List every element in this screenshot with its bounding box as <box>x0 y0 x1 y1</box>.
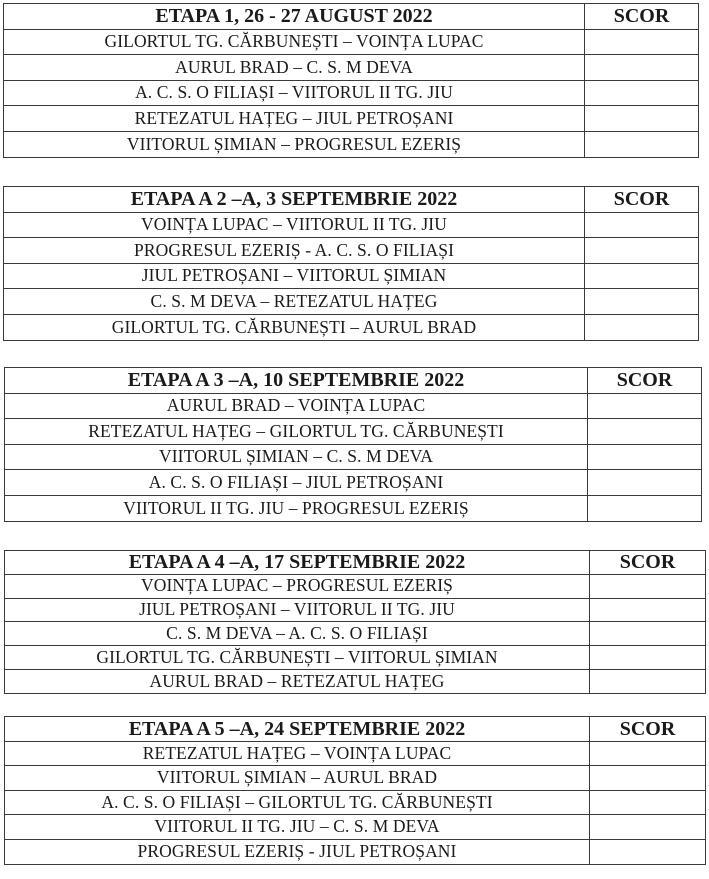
match-pairing: RETEZATUL HAȚEG – VOINȚA LUPAC <box>5 741 590 766</box>
score-cell <box>588 419 702 445</box>
round-title: ETAPA A 5 –A, 24 SEPTEMBRIE 2022 <box>5 717 590 742</box>
round-title: ETAPA 1, 26 - 27 AUGUST 2022 <box>4 4 585 30</box>
match-pairing: GILORTUL TG. CĂRBUNEȘTI – VIITORUL ȘIMIAN <box>5 646 590 670</box>
match-pairing: A. C. S. O FILIAȘI – JIUL PETROȘANI <box>5 470 588 496</box>
round-title: ETAPA A 4 –A, 17 SEPTEMBRIE 2022 <box>5 551 590 575</box>
round-title: ETAPA A 2 –A, 3 SEPTEMBRIE 2022 <box>4 187 585 213</box>
match-row <box>5 444 702 470</box>
match-pairing: VIITORUL II TG. JIU – PROGRESUL EZERIȘ <box>5 495 588 521</box>
match-pairing: AURUL BRAD – C. S. M DEVA <box>4 55 585 81</box>
match-pairing: GILORTUL TG. CĂRBUNEȘTI – VOINȚA LUPAC <box>4 29 585 55</box>
score-cell <box>585 131 699 157</box>
round-table <box>3 3 699 158</box>
score-cell <box>585 314 699 340</box>
match-row <box>5 393 702 419</box>
match-pairing: RETEZATUL HAȚEG – JIUL PETROȘANI <box>4 106 585 132</box>
match-row <box>5 470 702 496</box>
match-row <box>4 55 699 81</box>
match-pairing: A. C. S. O FILIAȘI – VIITORUL II TG. JIU <box>4 80 585 106</box>
match-row <box>4 80 699 106</box>
match-row <box>5 419 702 445</box>
score-cell <box>588 444 702 470</box>
match-row <box>5 574 706 598</box>
match-row <box>4 131 699 157</box>
score-cell <box>590 574 706 598</box>
match-row <box>5 622 706 646</box>
score-column-header: SCOR <box>585 4 699 30</box>
match-row <box>5 790 706 815</box>
score-cell <box>585 238 699 264</box>
match-pairing: PROGRESUL EZERIȘ - JIUL PETROȘANI <box>5 839 590 864</box>
score-cell <box>588 470 702 496</box>
match-pairing: VIITORUL II TG. JIU – C. S. M DEVA <box>5 815 590 840</box>
round-header-row <box>4 4 699 30</box>
round-table <box>3 186 699 341</box>
score-cell <box>588 495 702 521</box>
match-pairing: AURUL BRAD – RETEZATUL HAȚEG <box>5 669 590 693</box>
score-cell <box>590 839 706 864</box>
match-row <box>4 314 699 340</box>
match-row <box>5 766 706 791</box>
match-row <box>5 815 706 840</box>
match-pairing: C. S. M DEVA – A. C. S. O FILIAȘI <box>5 622 590 646</box>
match-row <box>5 839 706 864</box>
round-header-row <box>4 187 699 213</box>
match-pairing: A. C. S. O FILIAȘI – GILORTUL TG. CĂRBUNEȘTI <box>5 790 590 815</box>
match-row <box>4 238 699 264</box>
match-row <box>5 598 706 622</box>
match-pairing: PROGRESUL EZERIȘ - A. C. S. O FILIAȘI <box>4 238 585 264</box>
score-cell <box>590 790 706 815</box>
match-pairing: C. S. M DEVA – RETEZATUL HAȚEG <box>4 289 585 315</box>
round-header-row <box>5 717 706 742</box>
match-pairing: AURUL BRAD – VOINȚA LUPAC <box>5 393 588 419</box>
score-cell <box>588 393 702 419</box>
match-pairing: RETEZATUL HAȚEG – GILORTUL TG. CĂRBUNEȘTI <box>5 419 588 445</box>
score-column-header: SCOR <box>588 368 702 394</box>
score-cell <box>590 815 706 840</box>
score-cell <box>590 646 706 670</box>
score-cell <box>585 289 699 315</box>
score-cell <box>590 622 706 646</box>
score-cell <box>585 29 699 55</box>
score-cell <box>585 263 699 289</box>
round-table <box>4 550 706 694</box>
match-pairing: VIITORUL ȘIMIAN – PROGRESUL EZERIȘ <box>4 131 585 157</box>
score-cell <box>585 106 699 132</box>
round-table <box>4 367 702 522</box>
match-pairing: VOINȚA LUPAC – PROGRESUL EZERIȘ <box>5 574 590 598</box>
round-title: ETAPA A 3 –A, 10 SEPTEMBRIE 2022 <box>5 368 588 394</box>
match-row <box>4 212 699 238</box>
score-cell <box>590 598 706 622</box>
score-column-header: SCOR <box>590 717 706 742</box>
match-pairing: VIITORUL ȘIMIAN – AURUL BRAD <box>5 766 590 791</box>
score-cell <box>585 55 699 81</box>
round-header-row <box>5 551 706 575</box>
round-table <box>4 716 706 865</box>
match-row <box>5 669 706 693</box>
score-cell <box>585 80 699 106</box>
match-pairing: GILORTUL TG. CĂRBUNEȘTI – AURUL BRAD <box>4 314 585 340</box>
score-cell <box>590 766 706 791</box>
score-column-header: SCOR <box>590 551 706 575</box>
round-header-row <box>5 368 702 394</box>
score-column-header: SCOR <box>585 187 699 213</box>
match-pairing: VOINȚA LUPAC – VIITORUL II TG. JIU <box>4 212 585 238</box>
match-pairing: VIITORUL ȘIMIAN – C. S. M DEVA <box>5 444 588 470</box>
match-row <box>4 263 699 289</box>
match-row <box>5 495 702 521</box>
score-cell <box>590 741 706 766</box>
score-cell <box>590 669 706 693</box>
score-cell <box>585 212 699 238</box>
match-row <box>4 289 699 315</box>
match-pairing: JIUL PETROȘANI – VIITORUL ȘIMIAN <box>4 263 585 289</box>
match-row <box>4 106 699 132</box>
match-row <box>5 741 706 766</box>
match-pairing: JIUL PETROȘANI – VIITORUL II TG. JIU <box>5 598 590 622</box>
match-row <box>4 29 699 55</box>
match-row <box>5 646 706 670</box>
